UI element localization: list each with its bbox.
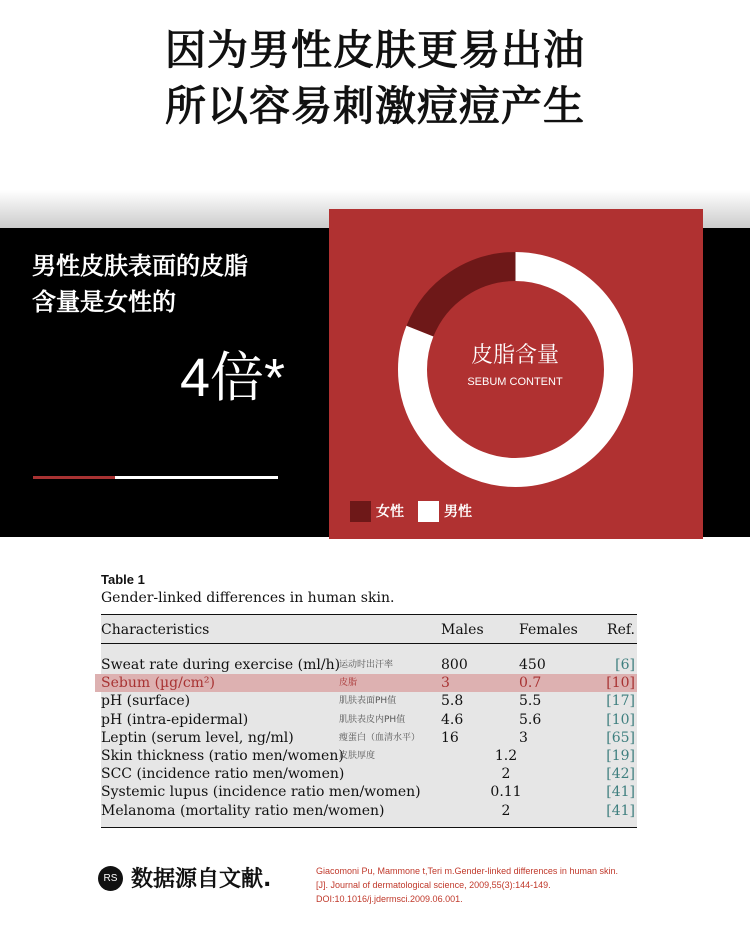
data-table	[101, 572, 641, 819]
source-note: 数据源自文献.	[131, 867, 272, 892]
cell-chinese-label: 运动时出汗率	[339, 660, 394, 670]
cell-ref: [42]	[606, 766, 635, 783]
table-top-rule	[101, 614, 637, 615]
cell-ref: [65]	[606, 729, 635, 746]
stat-description	[32, 248, 322, 320]
headline-line-2: 所以容易刺激痘痘产生	[165, 82, 585, 130]
cell-males: 800	[441, 657, 468, 673]
cell-ref: [10]	[606, 675, 635, 692]
cell-females: 0.7	[519, 675, 542, 692]
header-characteristics: Characteristics	[101, 622, 210, 638]
cell-ratio: 2	[501, 766, 511, 783]
table-bottom-rule	[101, 827, 637, 828]
cell-characteristic: Skin thickness (ratio men/women)	[101, 748, 344, 764]
table-row	[101, 765, 637, 783]
cell-ref: [19]	[606, 748, 635, 764]
cell-ref: [10]	[606, 711, 635, 728]
cell-characteristic: Sweat rate during exercise (ml/h)	[101, 657, 341, 673]
cell-ratio: 0.11	[490, 784, 522, 801]
cell-females: 5.6	[519, 711, 542, 728]
cell-males: 5.8	[441, 693, 464, 710]
table-row	[101, 729, 637, 747]
stat-line-2: 含量是女性的	[32, 288, 176, 316]
cell-ref: [6]	[615, 657, 635, 673]
chart-subtitle: SEBUM CONTENT	[467, 376, 563, 388]
divider-rule	[33, 476, 278, 479]
legend-swatch-male	[418, 501, 439, 522]
citation-line-3: DOI:10.1016/j.jdermsci.2009.06.001.	[316, 894, 463, 904]
cell-ref: [41]	[606, 802, 635, 819]
cell-females: 450	[519, 657, 546, 673]
headline	[0, 22, 750, 134]
cell-males: 3	[441, 675, 450, 692]
cell-males: 16	[441, 729, 459, 746]
source-badge: RS	[98, 866, 123, 891]
cell-characteristic: Leptin (serum level, ng/ml)	[101, 729, 294, 746]
cell-characteristic: Sebum (µg/cm²)	[101, 675, 216, 692]
citation-line-2: [J]. Journal of dermatological science, 2009,55(3):144-149.	[316, 880, 551, 890]
citation	[316, 864, 736, 906]
table-row	[101, 783, 637, 801]
divider-accent	[33, 476, 115, 479]
citation-line-1: Giacomoni Pu, Mammone t,Teri m.Gender-linked differences in human skin.	[316, 866, 618, 876]
legend-label-male: 男性	[444, 504, 472, 520]
legend-label-female: 女性	[376, 504, 404, 520]
cell-females: 3	[519, 729, 528, 746]
legend-swatch-female	[350, 501, 371, 522]
table-title: Table 1	[101, 572, 145, 587]
header-females: Females	[519, 622, 578, 638]
cell-males: 4.6	[441, 711, 464, 728]
stat-line-1: 男性皮肤表面的皮脂	[32, 252, 248, 280]
table-row	[101, 802, 637, 820]
chart-legend	[350, 500, 486, 522]
stat-value: 4倍*	[179, 348, 285, 408]
cell-characteristic: Melanoma (mortality ratio men/women)	[101, 802, 385, 819]
cell-ratio: 2	[501, 802, 511, 819]
cell-chinese-label: 皮肤厚度	[339, 751, 376, 761]
table-caption: Gender-linked differences in human skin.	[101, 590, 395, 606]
cell-ref: [41]	[606, 784, 635, 801]
table-row	[101, 656, 637, 674]
cell-characteristic: SCC (incidence ratio men/women)	[101, 766, 345, 783]
table-row	[95, 674, 637, 692]
cell-ref: [17]	[606, 693, 635, 710]
cell-chinese-label: 皮脂	[339, 678, 358, 689]
chart-title: 皮脂含量	[470, 343, 559, 368]
header-ref: Ref.	[607, 622, 635, 638]
cell-characteristic: pH (surface)	[101, 693, 191, 710]
header-males: Males	[441, 622, 484, 638]
table-row	[101, 711, 637, 729]
cell-females: 5.5	[519, 693, 542, 710]
cell-chinese-label: 肌肤表面PH值	[339, 696, 397, 707]
cell-ratio: 1.2	[494, 748, 518, 764]
cell-characteristic: Systemic lupus (incidence ratio men/women)	[101, 784, 421, 801]
cell-chinese-label: 肌肤表皮内PH值	[339, 714, 406, 725]
cell-characteristic: pH (intra-epidermal)	[101, 711, 249, 728]
table-header-rule	[101, 643, 637, 644]
headline-line-1: 因为男性皮肤更易出油	[165, 26, 585, 74]
cell-chinese-label: 瘦蛋白（血清水平）	[339, 732, 421, 743]
table-row	[101, 692, 637, 710]
table-row	[101, 747, 637, 765]
